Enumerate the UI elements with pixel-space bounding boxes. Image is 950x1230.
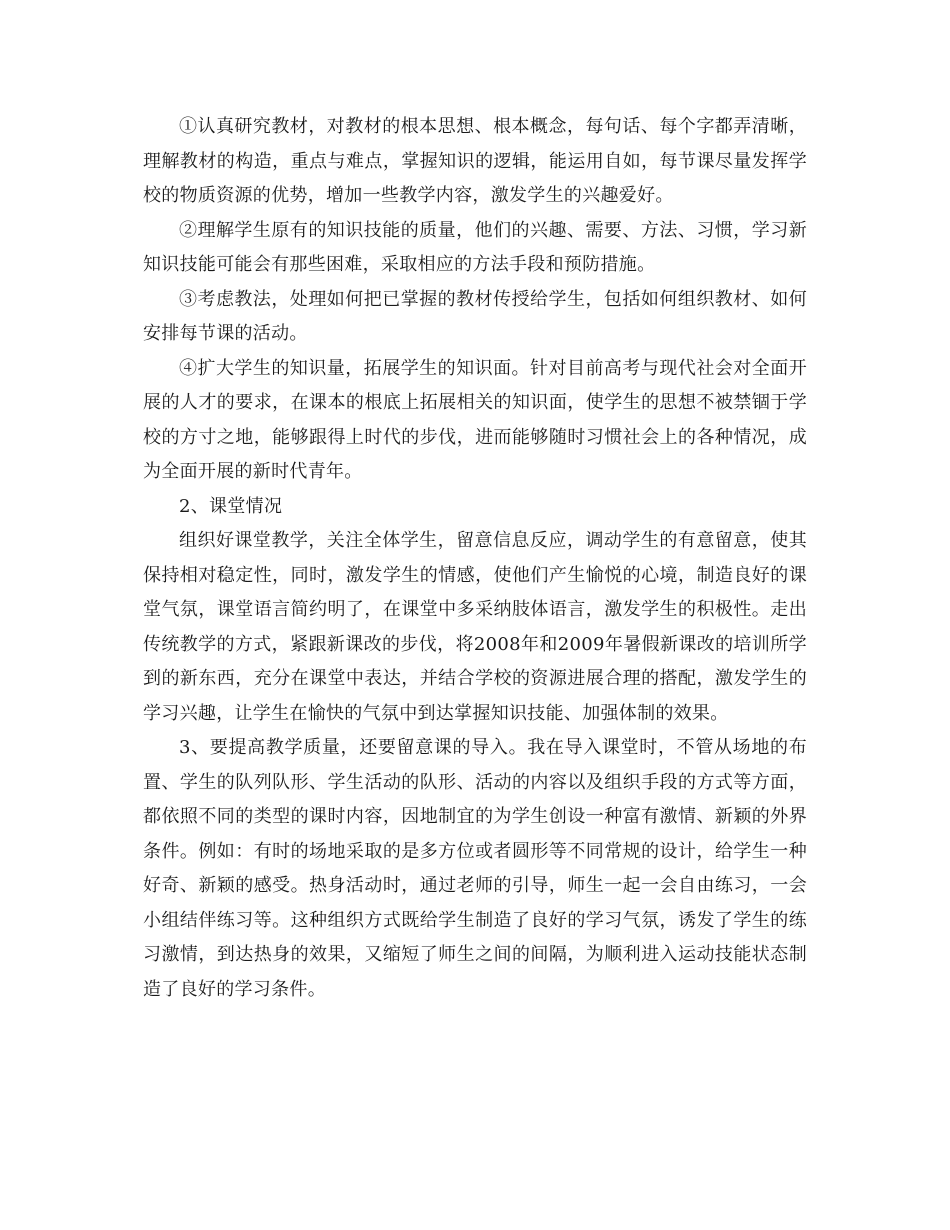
paragraph-item-3: ③考虑教法，处理如何把已掌握的教材传授给学生，包括如何组织教材、如何安排每节课的活动。 [143,288,807,344]
paragraph-item-1: ①认真研究教材，对教材的根本思想、根本概念，每句话、每个字都弄清晰，理解教材的构造，重点与难点，掌握知识的逻辑，能运用自如，每节课尽量发挥学校的物质资源的优势，增加一些教学内容，激发学生的兴趣爱好。 [143,116,807,206]
section-heading-classroom: 2、课堂情况 [179,495,283,517]
paragraph-item-2: ②理解学生原有的知识技能的质量，他们的兴趣、需要、方法、习惯，学习新知识技能可能会有那些困难，采取相应的方法手段和预防措施。 [143,219,807,275]
paragraph-item-4: ④扩大学生的知识量，拓展学生的知识面。针对目前高考与现代社会对全面开展的人才的要求，在课本的根底上拓展相关的知识面，使学生的思想不被禁锢于学校的方寸之地，能够跟得上时代的步伐，进而能够随时习惯社会上的各种情况，成为全面开展的新时代青年。 [143,357,807,482]
paragraph-classroom: 组织好课堂教学，关注全体学生，留意信息反应，调动学生的有意留意，使其保持相对稳定性，同时，激发学生的情感，使他们产生愉悦的心境，制造良好的课堂气氛，课堂语言简约明了，在课堂中多采纳肢体语言，激发学生的积极性。走出传统教学的方式，紧跟新课改的步伐，将2008年和2009年暑假新课改的培训所学到的新东西，充分在课堂中表达，并结合学校的资源进展合理的搭配，激发学生的学习兴趣，让学生在愉快的气氛中到达掌握知识技能、加强体制的效果。 [143,530,807,724]
paragraph-lesson-intro: 3、要提高教学质量，还要留意课的导入。我在导入课堂时，不管从场地的布置、学生的队列队形、学生活动的队形、活动的内容以及组织手段的方式等方面，都依照不同的类型的课时内容，因地制宜的为学生创设一种富有激情、新颖的外界条件。例如：有时的场地采取的是多方位或者圆形等不同常规的设计，给学生一种好奇、新颖的感受。热身活动时，通过老师的引导，师生一起一会自由练习，一会小组结伴练习等。这种组织方式既给学生制造了良好的学习气氛，诱发了学生的练习激情，到达热身的效果，又缩短了师生之间的间隔，为顺利进入运动技能状态制造了良好的学习条件。 [143,737,807,1000]
document-page [143,110,807,1007]
